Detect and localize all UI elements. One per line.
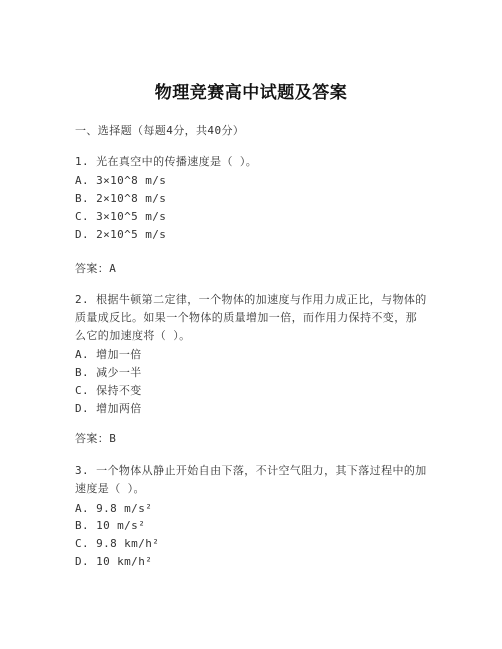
question-1-stem: 1. 光在真空中的传播速度是（ ）。: [75, 155, 258, 168]
question-1-option-b: B. 2×10^8 m/s: [75, 192, 167, 205]
question-2-option-a: A. 增加一倍: [75, 348, 142, 361]
question-3-option-c: C. 9.8 km/h²: [75, 537, 160, 550]
question-3-stem: 3. 一个物体从静止开始自由下落，不计空气阻力，其下落过程中的加速度是（ ）。: [75, 464, 427, 495]
question-2-option-d: D. 增加两倍: [75, 402, 142, 415]
question-2-stem: 2. 根据牛顿第二定律，一个物体的加速度与作用力成正比，与物体的质量成反比。如果一个物体的质量增加一倍，而作用力保持不变，那么它的加速度将（ ）。: [75, 293, 427, 342]
document-title: 物理竞赛高中试题及答案: [154, 83, 348, 103]
question-3-option-d: D. 10 km/h²: [75, 555, 153, 568]
question-1-option-c: C. 3×10^5 m/s: [75, 210, 167, 223]
question-3-option-a: A. 9.8 m/s²: [75, 502, 153, 515]
question-1-answer: 答案：A: [75, 262, 117, 275]
question-2-option-b: B. 减少一半: [75, 366, 142, 379]
section-heading: 一、选择题（每题4分，共40分）: [75, 124, 245, 137]
question-3-option-b: B. 10 m/s²: [75, 519, 146, 532]
question-2-option-c: C. 保持不变: [75, 384, 142, 397]
question-1-option-a: A. 3×10^8 m/s: [75, 174, 167, 187]
question-1-option-d: D. 2×10^5 m/s: [75, 228, 167, 241]
question-2-answer: 答案：B: [75, 432, 117, 445]
